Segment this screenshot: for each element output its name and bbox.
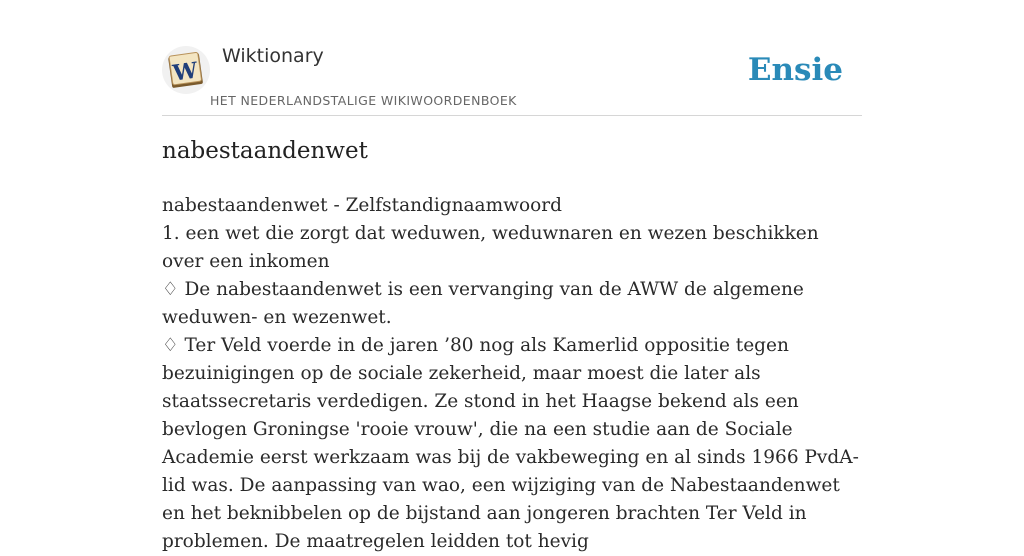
site-name-link[interactable]: Wiktionary [222, 45, 324, 67]
wiktionary-tile-icon [162, 46, 210, 94]
example-sentence: ♢ De nabestaandenwet is een vervanging van de AWW de algemene weduwen- en wezenwet. [162, 279, 804, 328]
header-divider [162, 115, 862, 116]
logo-letter: W [171, 57, 200, 87]
ensie-brand-link[interactable]: Ensie [747, 52, 843, 88]
wiktionary-logo[interactable] [162, 46, 210, 94]
part-of-speech-line: nabestaandenwet - Zelfstandignaamwoord [162, 195, 562, 216]
entry-content [162, 192, 862, 556]
example-sentence: ♢ Ter Veld voerde in de jaren ’80 nog als Kamerlid oppositie tegen bezuinigingen op de sociale zekerheid, maar moest die later als staatssecretaris verdedigen. Ze stond in het Haagse bekend als een bevlogen Groningse 'rooie vrouw', die na een studie aan de Sociale Academie eerst werkzaam was bij de vakbeweging en al sinds 1966 PvdA-lid was. De aanpassing van wao, een wijziging van de Nabestaandenwet en het beknibbelen op de bijstand aan jongeren brachten Ter Veld in problemen. De maatregelen leidden tot hevig [162, 335, 859, 552]
page-title: nabestaandenwet [162, 138, 368, 164]
definition-text: 1. een wet die zorgt dat weduwen, weduwnaren en wezen beschikken over een inkomen [162, 223, 819, 272]
site-tagline: HET NEDERLANDSTALIGE WIKIWOORDENBOEK [210, 93, 517, 108]
